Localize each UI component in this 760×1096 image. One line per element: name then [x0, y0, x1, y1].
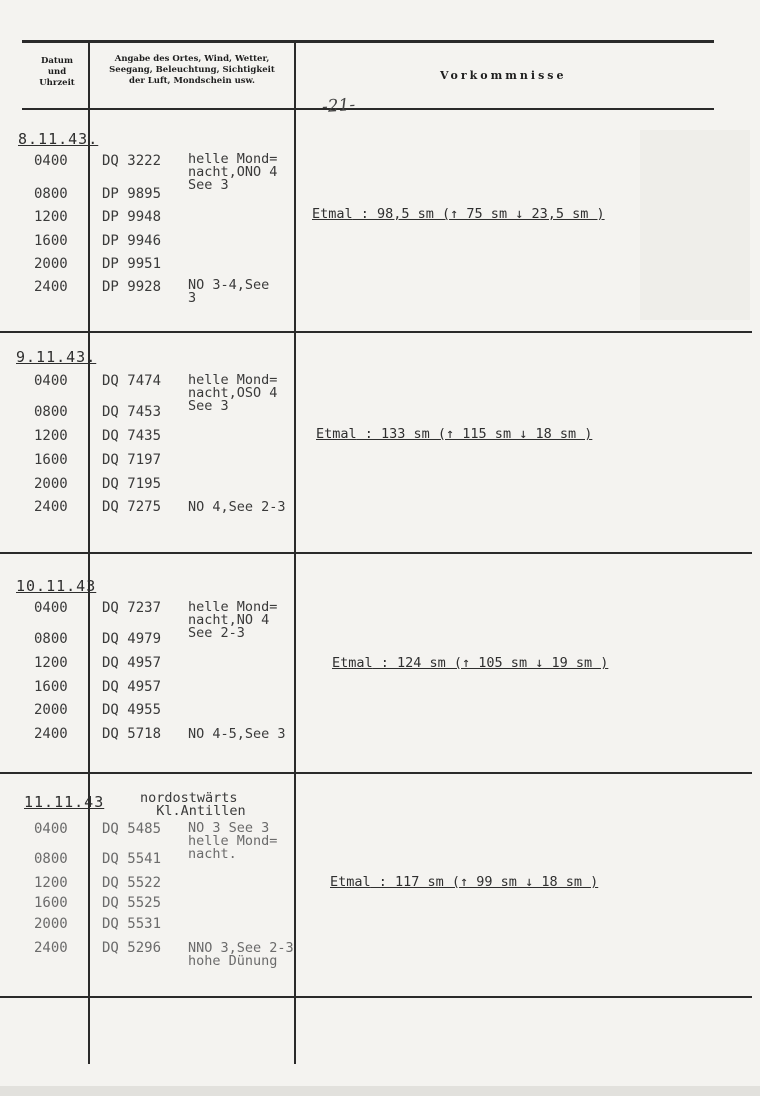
- time-cell: 2000: [34, 916, 68, 932]
- position-cell: DQ 5525: [102, 895, 162, 911]
- page-number-note: -21-: [321, 94, 356, 118]
- daily-run-label: Etmal: [332, 655, 373, 671]
- time-cell: 2000: [34, 256, 68, 272]
- course-note: nordostwärts Kl.Antillen: [140, 790, 246, 819]
- weather-note: helle Mond= nacht,ONO 4 See 3: [188, 151, 278, 193]
- time-cell: 2400: [34, 726, 68, 742]
- header-place-column: Angabe des Ortes, Wind, Wetter, Seegang, Beleuchtung, Sichtigkeit der Luft, Mondschein usw.: [109, 54, 275, 86]
- position-cell: DQ 5485: [102, 821, 162, 837]
- time-cell: 2400: [34, 499, 68, 515]
- time-cell: 1200: [34, 875, 68, 891]
- time-cell: 0400: [34, 821, 68, 837]
- daily-run-value: : 98,5 sm (↑ 75 sm ↓ 23,5 sm ): [352, 206, 605, 222]
- weather-note: NNO 3,See 2-3 hohe Dünung: [188, 940, 294, 969]
- position-cell: DQ 5541: [102, 851, 162, 867]
- time-cell: 0400: [34, 373, 68, 389]
- position-cell: DP 9951: [102, 256, 162, 272]
- position-cell: DQ 4955: [102, 702, 162, 718]
- time-cell: 0400: [34, 153, 68, 169]
- position-cell: DQ 5522: [102, 875, 162, 891]
- time-cell: 2400: [34, 279, 68, 295]
- position-cell: DP 9895: [102, 186, 162, 202]
- position-cell: DP 9948: [102, 209, 162, 225]
- weather-note: helle Mond= nacht,OSO 4 See 3: [188, 372, 278, 414]
- day-separator-4: [0, 996, 752, 998]
- time-cell: 2400: [34, 940, 68, 956]
- day-date: 11.11.43: [24, 793, 105, 811]
- header-events-column: Vorkommnisse: [440, 69, 567, 82]
- daily-run-label: Etmal: [330, 874, 371, 890]
- daily-run-note: [312, 206, 605, 222]
- daily-run-value: : 133 sm (↑ 115 sm ↓ 18 sm ): [356, 426, 593, 442]
- weather-note: helle Mond= nacht,NO 4 See 2-3: [188, 599, 278, 641]
- time-cell: 2000: [34, 702, 68, 718]
- position-cell: DQ 7435: [102, 428, 162, 444]
- time-cell: 0800: [34, 186, 68, 202]
- position-cell: DP 9928: [102, 279, 162, 295]
- time-cell: 0800: [34, 851, 68, 867]
- day-date: 8.11.43.: [18, 130, 99, 148]
- daily-run-value: : 124 sm (↑ 105 sm ↓ 19 sm ): [372, 655, 609, 671]
- weather-note: NO 3 See 3 helle Mond= nacht.: [188, 820, 278, 862]
- daily-run-label: Etmal: [312, 206, 353, 222]
- position-cell: DQ 7474: [102, 373, 162, 389]
- position-cell: DQ 5718: [102, 726, 162, 742]
- weather-note: NO 3-4,See 3: [188, 277, 270, 306]
- time-cell: 0800: [34, 404, 68, 420]
- day-separator-2: [0, 552, 752, 554]
- position-cell: DQ 7197: [102, 452, 162, 468]
- header-date-column: Datum und Uhrzeit: [39, 56, 75, 88]
- weather-note: NO 4,See 2-3: [188, 499, 286, 515]
- position-cell: DP 9946: [102, 233, 162, 249]
- time-cell: 2000: [34, 476, 68, 492]
- position-cell: DQ 7195: [102, 476, 162, 492]
- daily-run-note: [332, 655, 608, 671]
- daily-run-note: [316, 426, 592, 442]
- daily-run-note: [330, 874, 598, 890]
- position-cell: DQ 4979: [102, 631, 162, 647]
- position-cell: DQ 4957: [102, 655, 162, 671]
- daily-run-value: : 117 sm (↑ 99 sm ↓ 18 sm ): [370, 874, 599, 890]
- position-cell: DQ 7237: [102, 600, 162, 616]
- header-top-rule: [22, 40, 714, 43]
- daily-run-label: Etmal: [316, 426, 357, 442]
- day-separator-3: [0, 772, 752, 774]
- time-cell: 0800: [34, 631, 68, 647]
- time-cell: 1200: [34, 209, 68, 225]
- day-separator-1: [0, 331, 752, 333]
- header-bottom-rule: [22, 108, 714, 110]
- position-cell: DQ 5296: [102, 940, 162, 956]
- time-cell: 0400: [34, 600, 68, 616]
- position-cell: DQ 7275: [102, 499, 162, 515]
- time-cell: 1200: [34, 655, 68, 671]
- position-cell: DQ 3222: [102, 153, 162, 169]
- time-cell: 1600: [34, 895, 68, 911]
- day-date: 9.11.43.: [16, 348, 97, 366]
- time-cell: 1600: [34, 452, 68, 468]
- weather-note: NO 4-5,See 3: [188, 726, 286, 742]
- day-date: 10.11.43: [16, 577, 97, 595]
- time-cell: 1600: [34, 679, 68, 695]
- time-cell: 1200: [34, 428, 68, 444]
- position-cell: DQ 4957: [102, 679, 162, 695]
- time-cell: 1600: [34, 233, 68, 249]
- position-cell: DQ 7453: [102, 404, 162, 420]
- position-cell: DQ 5531: [102, 916, 162, 932]
